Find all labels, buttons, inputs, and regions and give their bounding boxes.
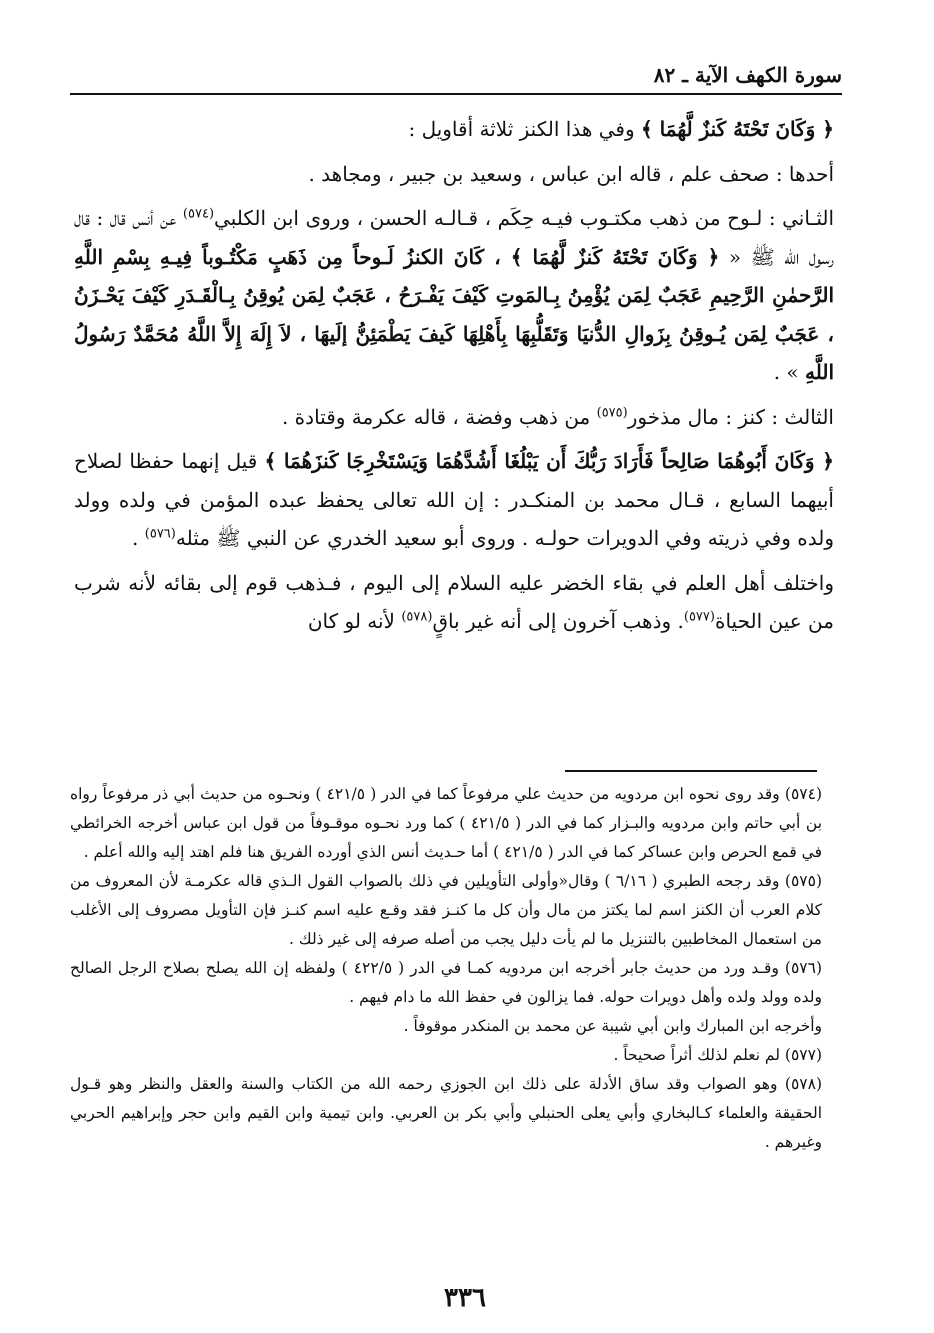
- page-number: ٣٣٦: [444, 1283, 486, 1313]
- paragraph-6: [74, 564, 834, 641]
- paragraph-text: قيل إنهما حفظا لصلاح أبيهما السابع ، قـال محمد بن المنكـدر : إن الله تعالى يحفظ عبده المؤمن في ولده وولد ولده وفي ذريته وفي الدويرات حولـه . وروى أبو سعيد الخدري عن النبي ﷺ مثله: [74, 449, 834, 550]
- paragraph-text: وفي هذا الكنز ثلاثة أقاويل :: [408, 117, 641, 141]
- footnote-ref-574[interactable]: (٥٧٤): [182, 206, 215, 222]
- footnote-576-continued: وأخرجه ابن المبارك وابن أبي شيبة عن محمد بن المنكدر موقوفاً .: [403, 1017, 822, 1035]
- footnote-ref-576[interactable]: (٥٧٦): [144, 526, 176, 542]
- footnote-ref-578[interactable]: (٥٧٨): [401, 609, 433, 625]
- paragraph-text: . وذهب آخرون إلى أنه غير باقٍ: [432, 609, 684, 633]
- footnote-576: (٥٧٦) وقـد ورد من حديث جابر أخرجه ابن مردويه كمـا في الدر ( ٤٢٢/٥ ) ولفظه إن الله يصلح بصلاح الرجل الصالح ولده وولد ولده وأهل دويرات حوله. فما يزالون في حفظ الله ما دام فيهم .: [70, 959, 822, 1006]
- paragraph-3: [74, 199, 834, 392]
- hadith-text: ﴿ وَكَانَ تَحْتَهُ كَنزٌ لَّهُمَا ﴾ ، كَانَ الكنزُ لَـوحاً مِن ذَهَبٍ مَكْتُـوباً فِيـهِ بِسْمِ اللَّهِ الرَّحمٰنِ الرَّحِيمِ عَجَبٌ لِمَن يُؤْمِنُ بِـالمَوتِ كَيْفَ يَفْـرَحُ ، عَجَبٌ لِمَن يُوقِنُ بِـالْقَـدَرِ كَيْفَ يَحْـزَنُ ، عَجَبٌ لِمَن يُـوقِنُ بِزَوالِ الدُّنيَا وَتَقَلُّبِهَا بِأَهْلِهَا كَيفَ يَطْمَئِنُّ إلَيهَا ، لاَ إِلَهَ إِلاَّ اللَّهُ مُحَمَّدٌ رَسُولُ اللَّهِ: [74, 244, 834, 384]
- paragraph-text: أحدها : صحف علم ، قاله ابن عباس ، وسعيد بن جبير ، ومجاهد .: [308, 161, 834, 186]
- paragraph-text: .: [132, 526, 145, 550]
- footnote-575: (٥٧٥) وقد رجحه الطبري ( ٦/١٦ ) وقال«وأولى التأويلين في ذلك بالصواب القول الـذي قاله عكرمـة لأن المعروف من كلام العرب أن الكنز اسم لما يكتز من مال وأن كل ما كنـز فقد وقـع عليه اسم كنـز فإن التأويل مصروف إلى الأغلب من استعمال المخاطبين بالتنزيل ما لم يأت دليل يجب من أصله صرفه إلى غير ذلك .: [70, 872, 823, 948]
- paragraph-text: من ذهب وفضة ، قاله عكرمة وقتادة .: [281, 404, 597, 429]
- paragraph-2: [74, 155, 834, 194]
- running-header: سورة الكهف الآية ـ ٨٢: [653, 63, 842, 87]
- paragraph-5: [74, 442, 834, 558]
- footnote-574: (٥٧٤) وقد روى نحوه ابن مردويه من حديث علي مرفوعاً كما في الدر ( ٤٢١/٥ ) ونحـوه من حديث أبي ذر مرفوعاً رواه بن أبي حاتم وابن مردويه والبـزار كما في الدر ( ٤٢١/٥ ) كما ورد نحـوه موقـوفاً من قول ابن عباس أخرجه الخرائطي في قمع الحرص وابن عساكر كما في الدر ( ٤٢١/٥ ) أما حـديث أنس الذي أورده الفريق هنا فلم اهتد إليه والله أعلم .: [70, 785, 823, 861]
- paragraph-1: [74, 110, 834, 149]
- paragraph-4: [74, 398, 834, 437]
- footnote-divider: [565, 770, 817, 772]
- paragraph-text: لأنه لو كان: [307, 609, 402, 633]
- footnote-ref-577[interactable]: (٥٧٧): [683, 609, 715, 625]
- quran-verse: ﴿ وَكَانَ تَحْتَهُ كَنزٌ لَّهُمَا ﴾: [640, 117, 834, 141]
- main-text: [74, 110, 834, 647]
- footnotes: [70, 780, 822, 1157]
- paragraph-text: الثالث : كنز : مال مذخور: [627, 404, 834, 429]
- footnote-577: (٥٧٧) لم نعلم لذلك أثراً صحيحاً .: [613, 1046, 822, 1064]
- paragraph-text: » .: [773, 360, 805, 384]
- quran-verse: ﴿ وَكَانَ أَبُوهُمَا صَالِحاً فَأَرَادَ رَبُّكَ أَن يَبْلُغَا أَشُدَّهُمَا وَيَسْتَخْرِجَا كَنزَهُمَا ﴾: [264, 449, 834, 473]
- paragraph-text: الثـاني : لـوح من ذهب مكتـوب فيـه حِكَم ، قـالـه الحسن ، وروى ابن الكلبي: [214, 206, 835, 230]
- paragraph-text: عن أنس قال : قال رسول الله ﷺ «: [74, 206, 834, 269]
- paragraph-text: واختلف أهل العلم في بقاء الخضر عليه السلام إلى اليوم ، فـذهب قوم إلى بقائه لأنه شرب من عين الحياة: [74, 570, 834, 633]
- footnote-ref-575[interactable]: (٥٧٥): [596, 404, 628, 420]
- header-divider: [70, 93, 842, 95]
- footnote-578: (٥٧٨) وهو الصواب وقد ساق الأدلة على ذلك ابن الجوزي رحمه الله من الكتاب والسنة والعقل والنظر وهو قـول الحقيقة والعلماء كـالبخاري وأبي يعلى الحنبلي وأبي بكر بن العربي. وابن تيمية وابن القيم وابن حجر وإبراهيم الحربي وغيرهم .: [70, 1075, 822, 1151]
